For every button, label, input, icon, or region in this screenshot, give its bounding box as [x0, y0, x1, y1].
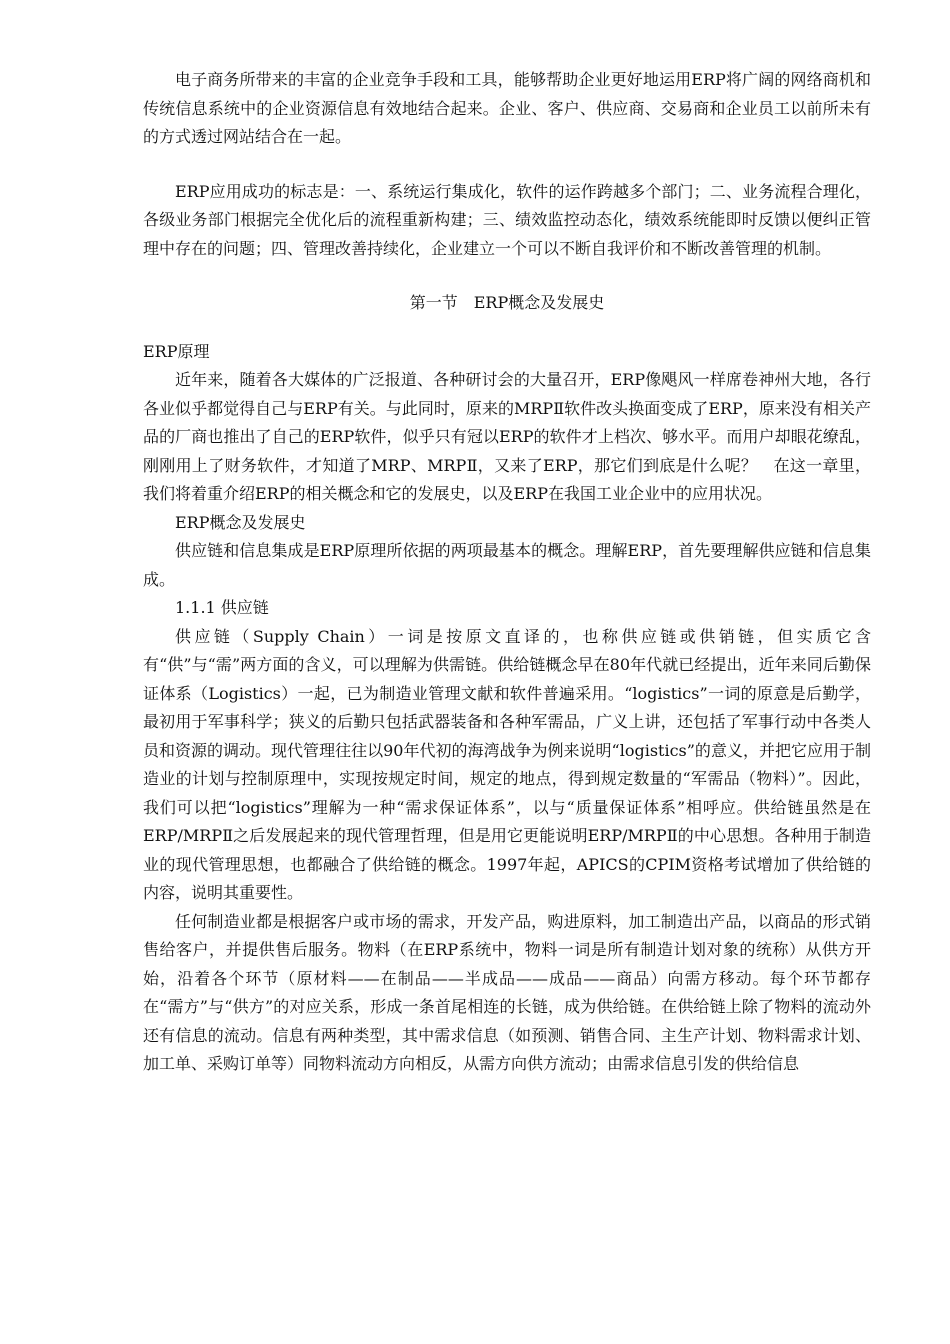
paragraph-supply-chain-1: 供应链（Supply Chain）一词是按原文直译的，也称供应链或供销链，但实质它含有“供”与“需”两方面的含义，可以理解为供需链。供给链概念早在80年代就已经提出，近年来同后勤保证体系（Logistics）一起，已为制造业管理文献和软件普遍采用。“logistics”一词的原意是后勤学，最初用于军事科学；狭义的后勤只包括武器装备和各种军需品，广义上讲，还包括了军事行动中各类人员和资源的调动。现代管理往往以90年代初的海湾战争为例来说明“logistics”的意义，并把它应用于制造业的计划与控制原理中，实现按规定时间，规定的地点，得到规定数量的“军需品（物料）”。因此，我们可以把“logistics”理解为一种“需求保证体系”，以与“质量保证体系”相呼应。供给链虽然是在ERP/MRPⅡ之后发展起来的现代管理哲理，但是用它更能说明ERP/MRPⅡ的中心思想。各种用于制造业的现代管理思想，也都融合了供给链的概念。1997年起，APICS的CPIM资格考试增加了供给链的内容，说明其重要性。 — [143, 626, 871, 902]
intro-paragraph-1: 电子商务所带来的丰富的企业竞争手段和工具，能够帮助企业更好地运用ERP将广阔的网络商机和传统信息系统中的企业资源信息有效地结合起来。企业、客户、供应商、交易商和企业员工以前所未有的方式透过网站结合在一起。 — [143, 70, 871, 146]
paragraph-erp-principle: 近年来，随着各大媒体的广泛报道、各种研讨会的大量召开，ERP像飓风一样席卷神州大地，各行各业似乎都觉得自己与ERP有关。与此同时，原来的MRPⅡ软件改头换面变成了ERP，原来没有相关产品的厂商也推出了自己的ERP软件，似乎只有冠以ERP的软件才上档次、够水平。而用户却眼花缭乱，刚刚用上了财务软件，才知道了MRP、MRPⅡ，又来了ERP，那它们到底是什么呢？ 在这一章里，我们将着重介绍ERP的相关概念和它的发展史，以及ERP在我国工业企业中的应用状况。 — [143, 370, 871, 503]
subheading-erp-concept: ERP概念及发展史 — [175, 512, 306, 532]
section-title: 第一节 ERP概念及发展史 — [409, 293, 605, 312]
subheading-erp-principle: ERP原理 — [143, 341, 210, 361]
document-page — [143, 66, 871, 1079]
subheading-supply-chain: 1.1.1 供应链 — [175, 598, 269, 617]
paragraph-supply-chain-2: 任何制造业都是根据客户或市场的需求，开发产品，购进原料，加工制造出产品，以商品的形式销售给客户，并提供售后服务。物料（在ERP系统中，物料一词是所有制造计划对象的统称）从供方开始，沿着各个环节（原材料——在制品——半成品——成品——商品）向需方移动。每个环节都存在“需方”与“供方”的对应关系，形成一条首尾相连的长链，成为供给链。在供给链上除了物料的流动外还有信息的流动。信息有两种类型，其中需求信息（如预测、销售合同、主生产计划、物料需求计划、加工单、采购订单等）同物料流动方向相反，从需方向供方流动；由需求信息引发的供给信息 — [143, 911, 871, 1073]
paragraph-erp-concept: 供应链和信息集成是ERP原理所依据的两项最基本的概念。理解ERP，首先要理解供应链和信息集成。 — [143, 541, 871, 589]
intro-paragraph-2: ERP应用成功的标志是：一、系统运行集成化，软件的运作跨越多个部门；二、业务流程合理化，各级业务部门根据完全优化后的流程重新构建；三、绩效监控动态化，绩效系统能即时反馈以便纠正管理中存在的问题；四、管理改善持续化，企业建立一个可以不断自我评价和不断改善管理的机制。 — [143, 181, 871, 258]
